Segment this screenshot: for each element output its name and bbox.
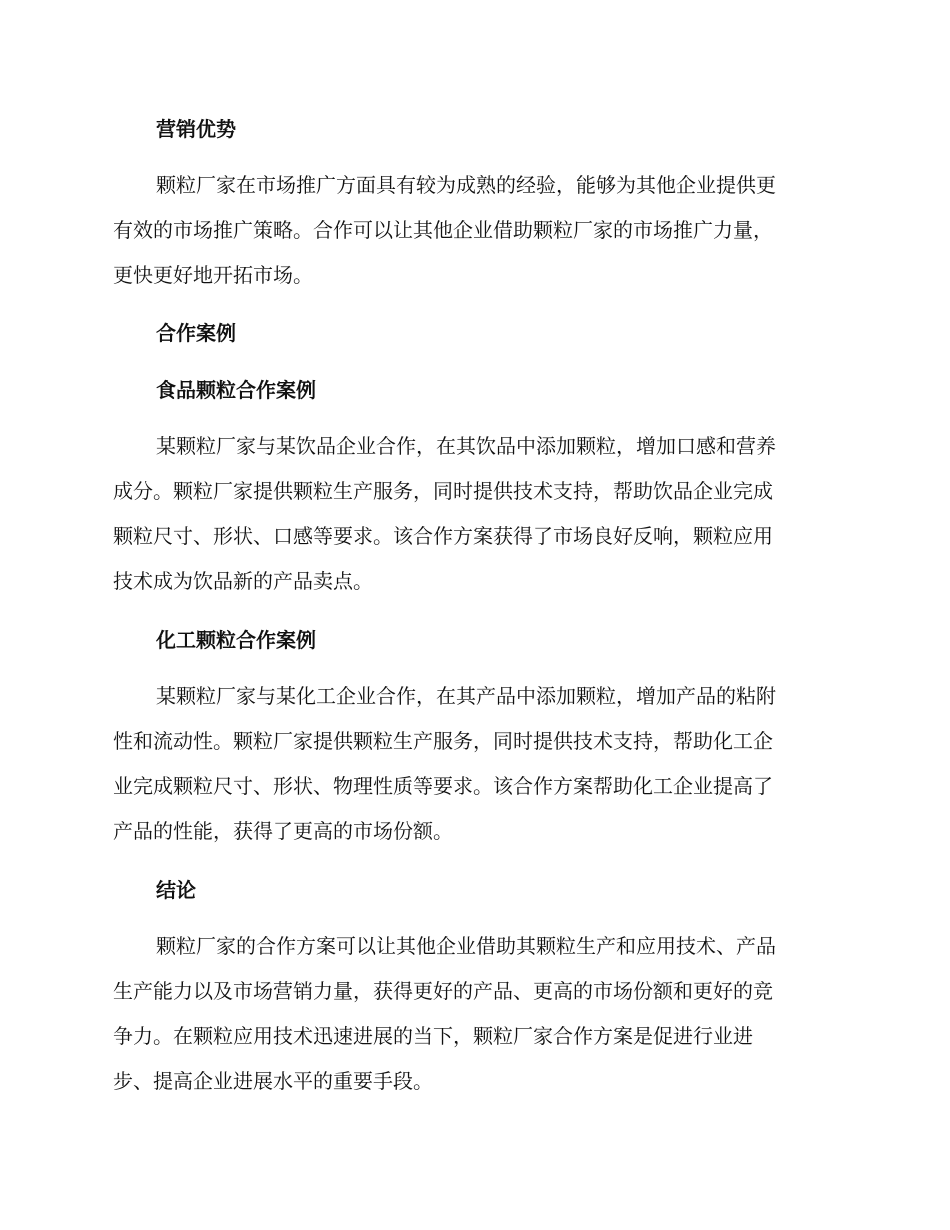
paragraph-line: 步、提高企业进展水平的重要手段。: [113, 1069, 433, 1093]
paragraph-line: 有效的市场推广策略。合作可以让其他企业借助颗粒厂家的市场推广力量，: [113, 218, 773, 242]
paragraph-line: 争力。在颗粒应用技术迅速进展的当下，颗粒厂家合作方案是促进行业进: [113, 1024, 753, 1048]
section-heading-food-case: 食品颗粒合作案例: [156, 378, 316, 402]
paragraph-line: 产品的性能，获得了更高的市场份额。: [113, 819, 453, 843]
paragraph-food-case: [113, 424, 843, 604]
paragraph-line: 颗粒尺寸、形状、口感等要求。该合作方案获得了市场良好反响，颗粒应用: [113, 524, 773, 548]
paragraph-conclusion: [113, 924, 843, 1104]
paragraph-line: 更快更好地开拓市场。: [113, 263, 313, 287]
paragraph-line: 性和流动性。颗粒厂家提供颗粒生产服务，同时提供技术支持，帮助化工企: [113, 729, 773, 753]
paragraph-line: 某颗粒厂家与某饮品企业合作，在其饮品中添加颗粒，增加口感和营养: [156, 434, 776, 458]
paragraph-line: 某颗粒厂家与某化工企业合作，在其产品中添加颗粒，增加产品的粘附: [156, 684, 776, 708]
paragraph-line: 颗粒厂家的合作方案可以让其他企业借助其颗粒生产和应用技术、产品: [156, 934, 776, 958]
paragraph-line: 技术成为饮品新的产品卖点。: [113, 569, 373, 593]
section-heading-marketing: 营销优势: [156, 117, 236, 141]
section-heading-cases: 合作案例: [156, 321, 236, 345]
paragraph-line: 颗粒厂家在市场推广方面具有较为成熟的经验，能够为其他企业提供更: [156, 173, 776, 197]
paragraph-line: 业完成颗粒尺寸、形状、物理性质等要求。该合作方案帮助化工企业提高了: [113, 774, 773, 798]
paragraph-line: 成分。颗粒厂家提供颗粒生产服务，同时提供技术支持，帮助饮品企业完成: [113, 479, 773, 503]
section-heading-chemical-case: 化工颗粒合作案例: [156, 628, 316, 652]
section-heading-conclusion: 结论: [156, 878, 196, 902]
paragraph-chemical-case: [113, 674, 843, 854]
paragraph-marketing: [113, 163, 843, 298]
paragraph-line: 生产能力以及市场营销力量，获得更好的产品、更高的市场份额和更好的竞: [113, 979, 773, 1003]
